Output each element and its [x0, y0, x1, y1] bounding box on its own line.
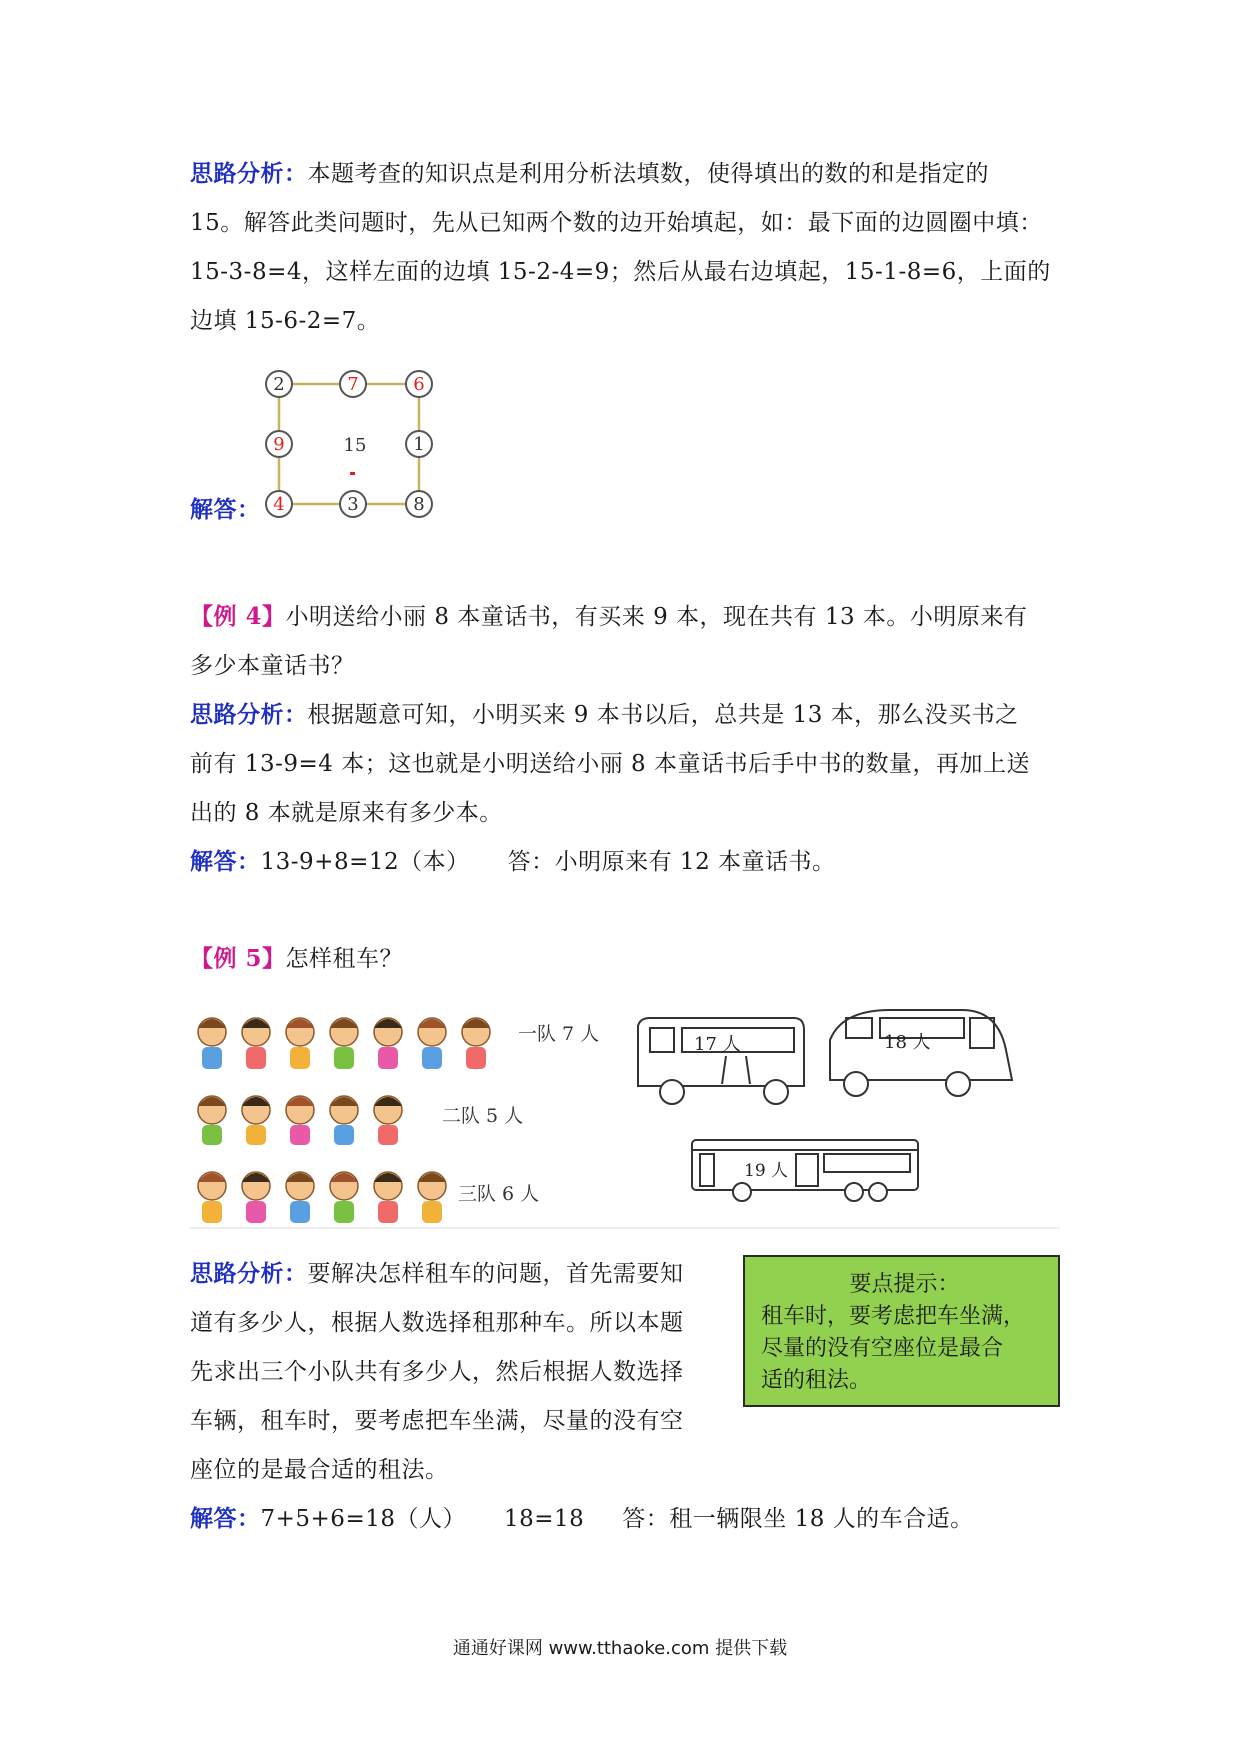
kid-figure [374, 1018, 402, 1069]
kid-figure [374, 1172, 402, 1223]
answer-label: 解答： [190, 497, 261, 523]
kid-figure [418, 1018, 446, 1069]
team-1-label: 一队 7 人 [518, 1023, 600, 1045]
kid-figure [242, 1096, 270, 1145]
example-5-analysis: 思路分析：要解决怎样租车的问题，首先需要知 道有多少人，根据人数选择租那种车。所以本题 先求出三个小队共有多少人，然后根据人数选择 车辆，租车时，要考虑把车坐满，尽量的没有空 座位的是最合适的租法。 [190, 1261, 684, 1483]
team-2-label: 二队 5 人 [442, 1105, 524, 1127]
kid-figure [198, 1018, 226, 1069]
bus-19 [692, 1140, 918, 1201]
example-5-title: 【例 5】怎样租车？ [190, 945, 404, 972]
kid-figure [242, 1172, 270, 1223]
analysis-label: 思路分析： [190, 161, 308, 187]
kid-figure [242, 1018, 270, 1069]
kid-figure [330, 1018, 358, 1069]
kid-figure [286, 1096, 314, 1145]
node-value: 7 [347, 374, 359, 395]
van-18 [830, 1010, 1012, 1096]
example-4-label: 【例 4】 [190, 603, 286, 630]
kid-figure [330, 1096, 358, 1145]
team-1-kids [198, 1018, 490, 1069]
node-value: 4 [273, 494, 285, 515]
center-sum: 15 [343, 435, 367, 456]
kid-figure [462, 1018, 490, 1069]
example-4: 【例 4】小明送给小丽 8 本童话书，有买来 9 本，现在共有 13 本。小明原来有 多少本童话书？ 思路分析：根据题意可知，小明买来 9 本书以后，总共是 13 本，那么没买书之 前有 13-9=4 本；这也就是小明送给小丽 8 本童话书后手中书的数量，再加上送 出的 8 本就是原来有多少本。 解答：13-9+8=12（本） 答：小明原来有 12 本童话书。 [190, 603, 1030, 875]
node-value: 9 [273, 434, 285, 455]
tip-title: 要点提示： [849, 1272, 960, 1297]
kid-figure [374, 1096, 402, 1145]
minibus-17 [638, 1018, 804, 1104]
kid-figure [198, 1096, 226, 1145]
kid-figure [418, 1172, 446, 1223]
node-value: 2 [273, 374, 285, 395]
vehicle-18-label: 18 人 [884, 1032, 931, 1053]
team-3-kids [198, 1172, 446, 1223]
example-5-label: 【例 5】 [190, 945, 286, 972]
kid-figure [286, 1172, 314, 1223]
node-value: 6 [413, 374, 425, 395]
node-value: 3 [347, 494, 359, 515]
tip-box: 要点提示： 租车时，要考虑把车坐满， 尽量的没有空座位是最合 适的租法。 [743, 1255, 1060, 1407]
team-3-label: 三队 6 人 [458, 1183, 540, 1205]
kid-figure [330, 1172, 358, 1223]
kid-figure [286, 1018, 314, 1069]
example-5-answer: 解答：7+5+6=18（人） 18=18 答：租一辆限坐 18 人的车合适。 [190, 1506, 974, 1532]
vehicle-19-label: 19 人 [744, 1161, 789, 1181]
footer: 通通好课网 www.tthaoke.com 提供下载 [452, 1638, 788, 1659]
number-square-figure [262, 360, 452, 530]
node-value: 8 [413, 494, 425, 515]
node-value: 1 [413, 434, 425, 455]
kid-figure [198, 1172, 226, 1223]
rental-illustration [190, 1000, 1060, 1232]
team-2-kids [198, 1096, 402, 1145]
vehicle-17-label: 17 人 [694, 1034, 741, 1055]
analysis-1: 思路分析：本题考查的知识点是利用分析法填数，使得填出的数的和是指定的 15。解答此类问题时，先从已知两个数的边开始填起，如：最下面的边圆圈中填： 15-3-8=4，这样左面的边填 15-2-4=9；然后从最右边填起，15-1-8=6，上面的 边填 15-6-2=7。 [190, 161, 1051, 334]
